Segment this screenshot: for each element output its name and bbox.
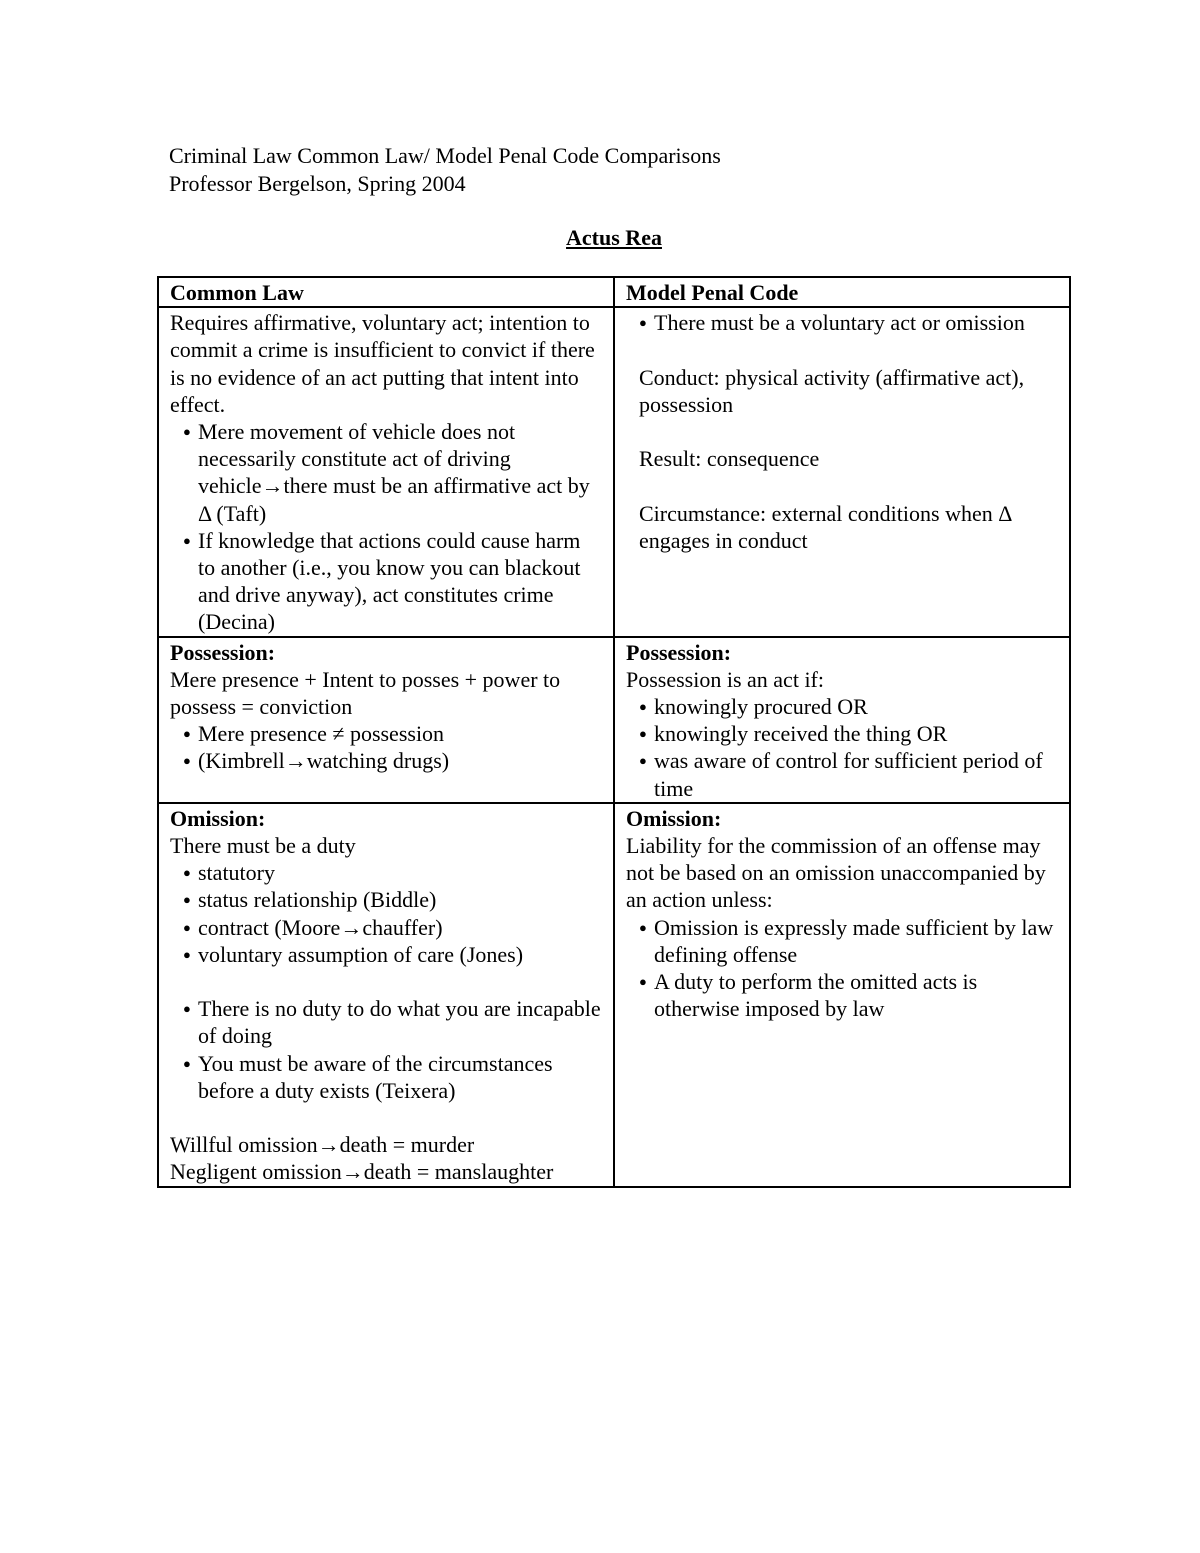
cl-willful-omission: Willful omission→death = murder — [170, 1132, 475, 1158]
cell-mpc-possession — [614, 637, 1070, 803]
cell-mpc-act — [614, 307, 1070, 636]
comparison-table — [157, 276, 1071, 1188]
mpc-act-bullets — [626, 309, 1059, 336]
list-item: ● was aware of control for sufficient period of time — [639, 747, 1059, 801]
list-item: ● voluntary assumption of care (Jones) — [183, 941, 603, 968]
mpc-possession-bullets — [626, 693, 1059, 802]
document-title: Criminal Law Common Law/ Model Penal Code Comparisons — [169, 143, 721, 168]
list-item: ● statutory — [183, 859, 603, 886]
header-common-law: Common Law — [158, 277, 614, 307]
table-row-omission — [158, 803, 1070, 1187]
list-item: ● contract (Moore→chauffer) — [183, 914, 603, 941]
mpc-omission-intro: Liability for the commission of an offense may not be based on an omission unaccompanied by an action unless: — [626, 833, 1046, 913]
table-row-possession — [158, 637, 1070, 803]
list-item: ● If knowledge that actions could cause harm to another (i.e., you know you can blackout and drive anyway), act constitutes crime (Decina) — [183, 527, 603, 636]
list-item: ● Mere movement of vehicle does not necessarily constitute act of driving vehicle→there must be an affirmative act by Δ (Taft) — [183, 418, 603, 527]
table-row-actus — [158, 307, 1070, 636]
list-item: ● knowingly procured OR — [639, 693, 1059, 720]
list-item: ● There must be a voluntary act or omission — [639, 309, 1059, 336]
header-model-penal-code: Model Penal Code — [614, 277, 1070, 307]
cl-omission-intro: There must be a duty — [170, 833, 356, 859]
cl-negligent-omission: Negligent omission→death = manslaughter — [170, 1159, 554, 1185]
cl-omission-limits — [170, 995, 603, 1104]
cl-possession-bullets — [170, 720, 603, 774]
cl-omission-title: Omission: — [170, 805, 266, 831]
document-header — [169, 142, 721, 198]
list-item: ● Omission is expressly made sufficient by law defining offense — [639, 914, 1059, 968]
cl-act-bullets — [170, 418, 603, 636]
cl-omission-duties — [170, 859, 603, 968]
list-item: ● status relationship (Biddle) — [183, 886, 603, 913]
section-title: Actus Rea — [566, 225, 662, 250]
list-item: ● There is no duty to do what you are incapable of doing — [183, 995, 603, 1049]
cell-common-law-possession — [158, 637, 614, 803]
list-item: ● (Kimbrell→watching drugs) — [183, 747, 603, 774]
mpc-conduct: Conduct: physical activity (affirmative act), possession — [639, 364, 1025, 417]
cl-possession-intro: Mere presence + Intent to posses + power to possess = conviction — [170, 666, 561, 720]
list-item: ● knowingly received the thing OR — [639, 720, 1059, 747]
mpc-circumstance: Circumstance: external conditions when Δ engages in conduct — [639, 500, 1012, 553]
mpc-omission-title: Omission: — [626, 805, 722, 831]
mpc-possession-title: Possession: — [626, 639, 732, 665]
mpc-omission-bullets — [626, 914, 1059, 1023]
cell-common-law-act — [158, 307, 614, 636]
list-item: ● Mere presence ≠ possession — [183, 720, 603, 747]
cl-possession-title: Possession: — [170, 639, 276, 665]
cell-mpc-omission — [614, 803, 1070, 1187]
list-item: ● A duty to perform the omitted acts is otherwise imposed by law — [639, 968, 1059, 1022]
cl-act-intro: Requires affirmative, voluntary act; intention to commit a crime is insufficient to convict if there is no evidence of an act putting that intent into effect. — [170, 310, 595, 417]
document-subtitle: Professor Bergelson, Spring 2004 — [169, 171, 466, 196]
mpc-possession-intro: Possession is an act if: — [626, 666, 824, 692]
table-header-row — [158, 277, 1070, 307]
cell-common-law-omission — [158, 803, 614, 1187]
mpc-result: Result: consequence — [639, 446, 820, 472]
list-item: ● You must be aware of the circumstances before a duty exists (Teixera) — [183, 1050, 603, 1104]
